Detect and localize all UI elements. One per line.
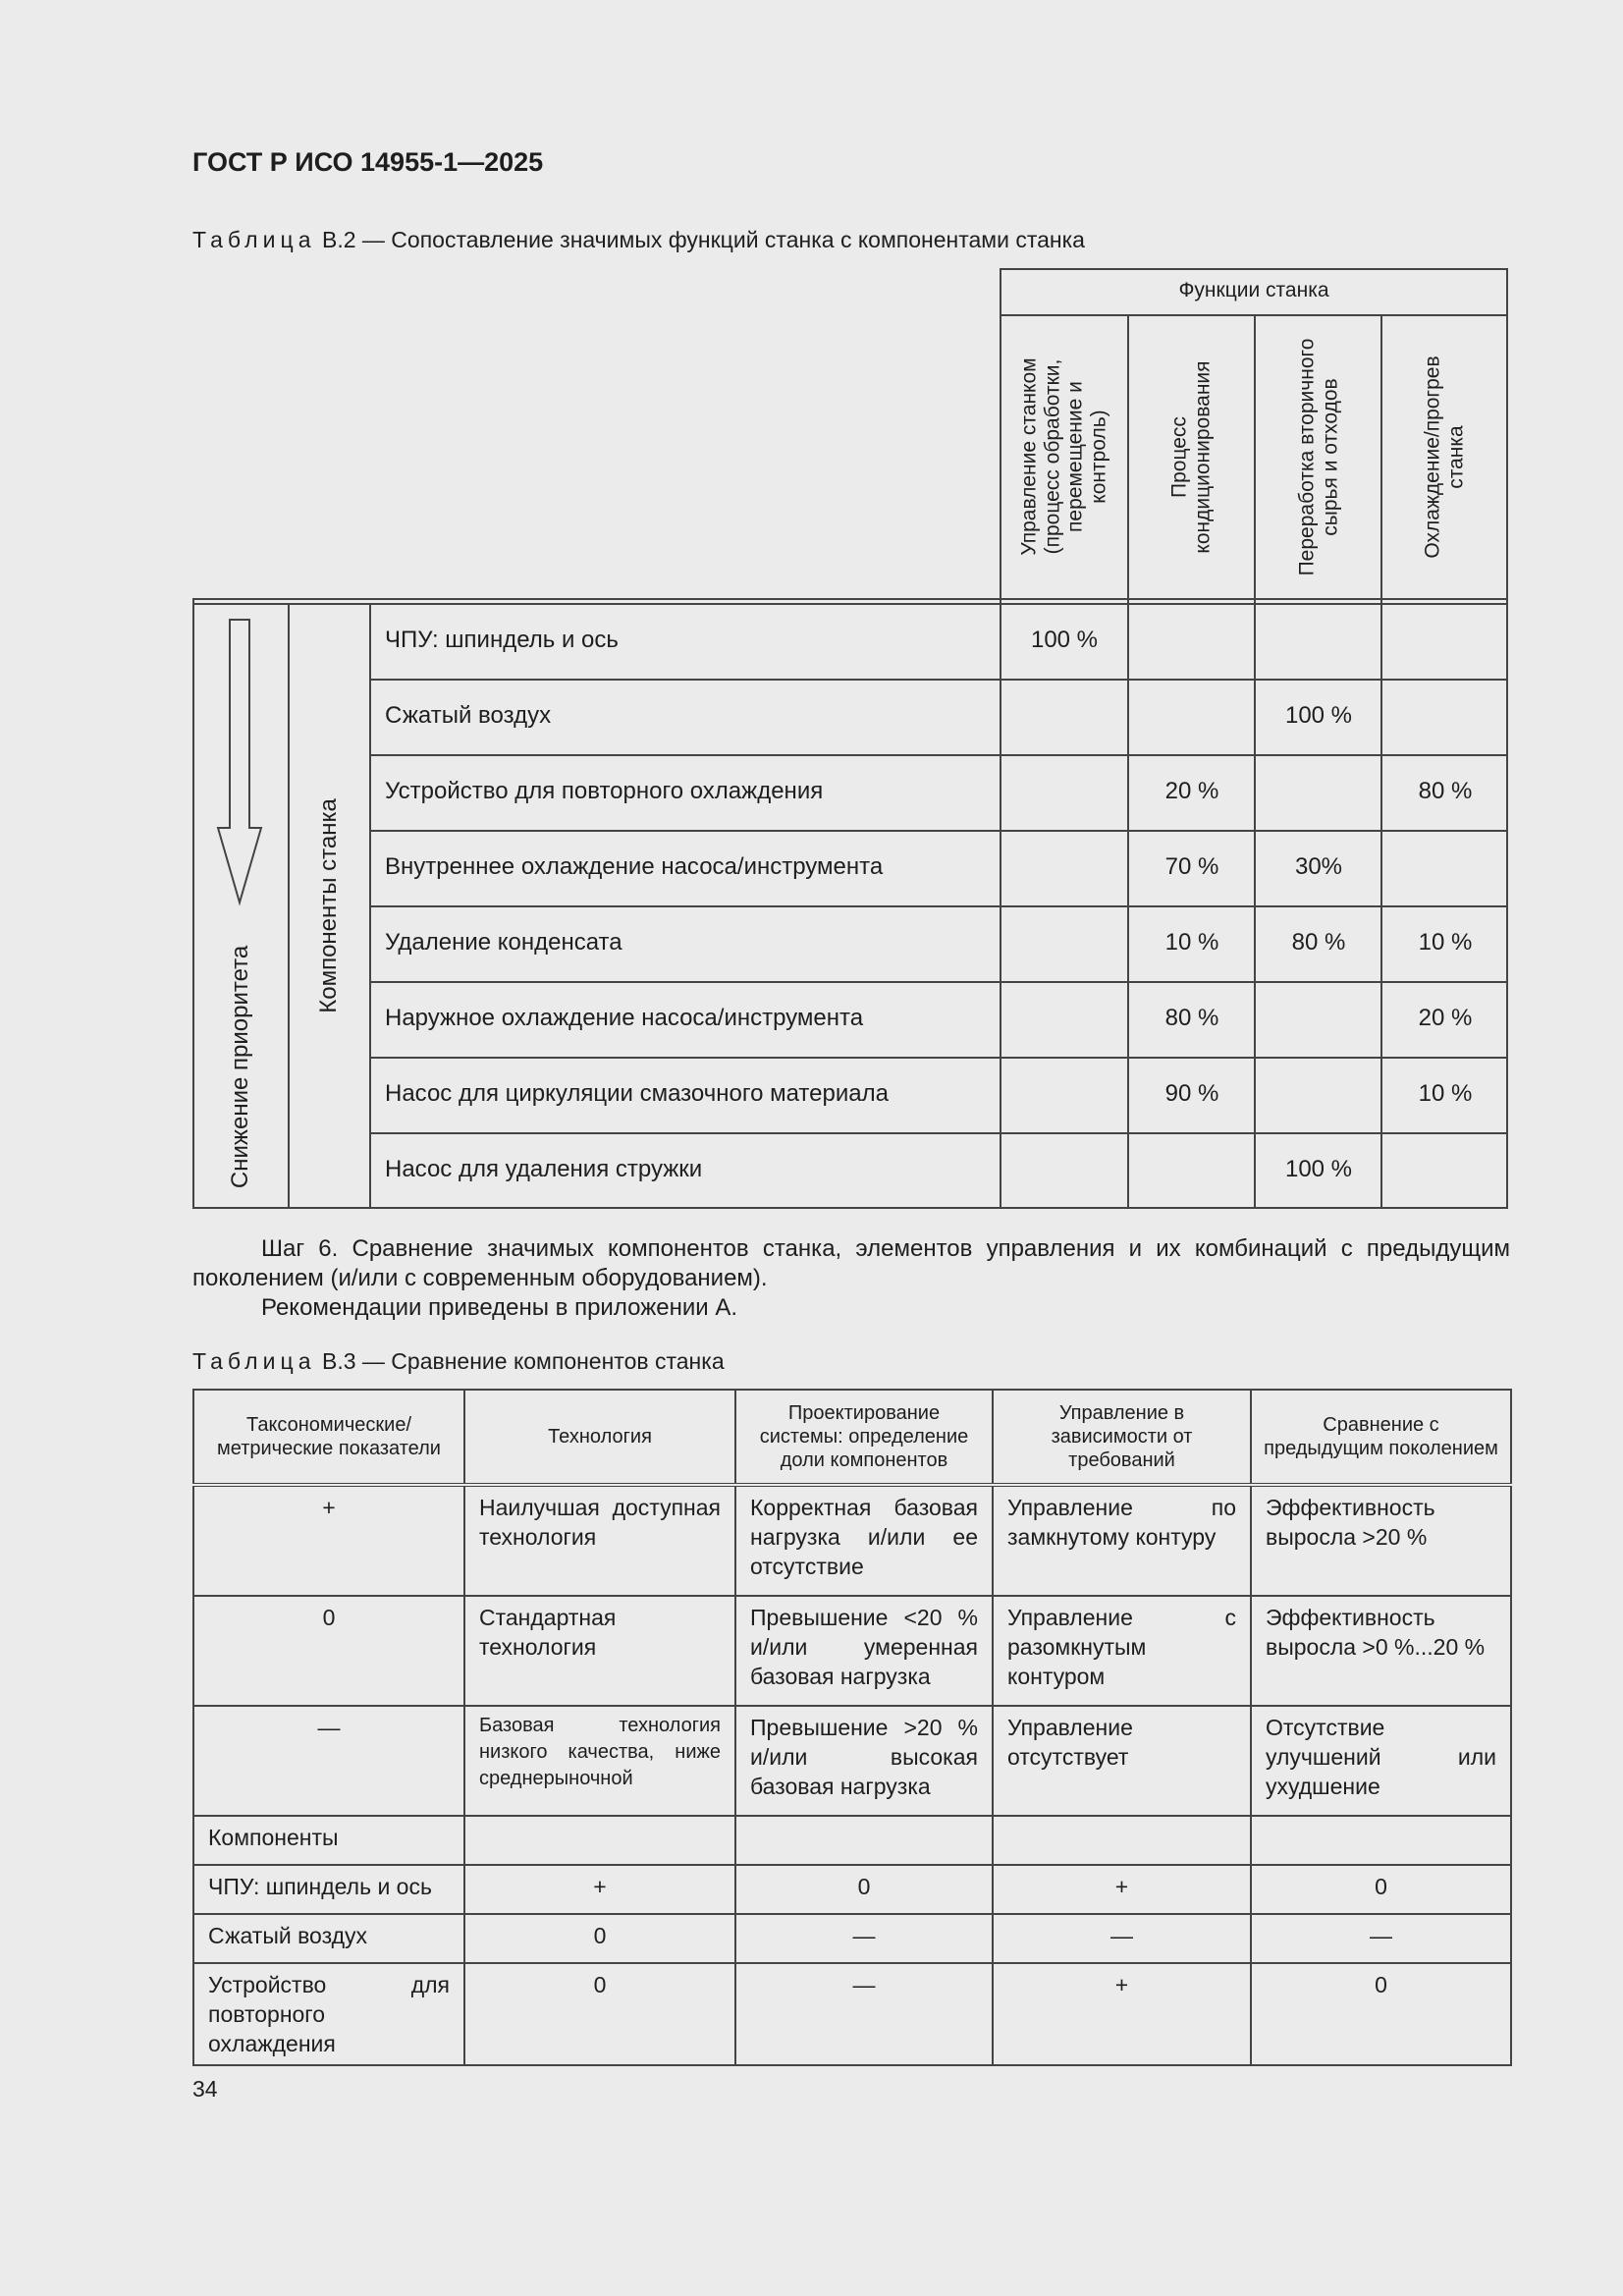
components-label: Компоненты (193, 1816, 464, 1865)
component-name: ЧПУ: шпиндель и ось (385, 627, 619, 653)
share-value: 100 % (1030, 627, 1099, 653)
table-row (193, 1963, 1511, 2065)
share-value: 10 % (1418, 1080, 1473, 1107)
column-header: Управление станком (процесс обработки, перемещение и контроль) (1017, 357, 1110, 557)
component-rating: + (464, 1865, 735, 1914)
rating-symbol: + (193, 1485, 464, 1596)
rating-cell: Корректная базовая нагрузка и/или ее отсутствие (735, 1485, 993, 1596)
share-value: 10 % (1164, 929, 1219, 956)
column-header: Процесс кондиционирования (1167, 360, 1215, 554)
share-value: 90 % (1164, 1080, 1219, 1107)
recommendation-paragraph: Рекомендации приведены в приложении А. (261, 1294, 738, 1321)
table-b3 (192, 1389, 1512, 2066)
priority-label: Снижение приоритета (227, 945, 254, 1188)
rating-cell: Управление по замкнутому контуру (993, 1485, 1251, 1596)
rating-symbol: — (193, 1706, 464, 1816)
table-row (193, 1485, 1511, 1596)
table-row (193, 1914, 1511, 1963)
share-value: 30% (1294, 853, 1343, 880)
column-header: Проектирование системы: определение доли компонентов (735, 1390, 993, 1485)
rating-cell: Управление с разомкнутым контуром (993, 1596, 1251, 1706)
page-number: 34 (192, 2076, 218, 2102)
component-rating: 0 (464, 1963, 735, 2065)
document-id: ГОСТ Р ИСО 14955-1—2025 (192, 147, 544, 177)
rating-cell: Наилучшая доступная технология (464, 1485, 735, 1596)
component-rating: — (735, 1914, 993, 1963)
share-value: 20 % (1418, 1005, 1473, 1031)
rating-symbol: 0 (193, 1596, 464, 1706)
functions-group-header: Функции станка (1178, 279, 1329, 301)
component-name: Насос для циркуляции смазочного материала (385, 1080, 889, 1107)
share-value: 70 % (1164, 853, 1219, 880)
component-name: Сжатый воздух (385, 702, 552, 729)
share-value: 80 % (1164, 1005, 1219, 1031)
component-rating: 0 (735, 1865, 993, 1914)
table-row (193, 1596, 1511, 1706)
component-name: Насос для удаления стружки (385, 1156, 703, 1182)
rating-cell: Превышение <20 % и/или умеренная базовая нагрузка (735, 1596, 993, 1706)
share-value: 100 % (1284, 1156, 1353, 1182)
table-row (193, 1706, 1511, 1816)
rating-cell: Базовая технология низкого качества, ниже среднерыночной (464, 1706, 735, 1816)
share-value: 80 % (1418, 778, 1473, 804)
table-row (193, 1816, 1511, 1865)
component-rating: 0 (1251, 1963, 1511, 2065)
table-b2-caption: Таблица В.2 — Сопоставление значимых функций станка с компонентами станка (192, 227, 1085, 252)
table-b2 (192, 268, 1508, 1209)
table-row (193, 1865, 1511, 1914)
component-name: Удаление конденсата (385, 929, 622, 956)
component-rating: — (993, 1914, 1251, 1963)
rating-cell: Стандартная технология (464, 1596, 735, 1706)
step6-text (192, 1234, 1510, 1323)
rating-cell: Управление отсутствует (993, 1706, 1251, 1816)
rating-cell: Превышение >20 % и/или высокая базовая нагрузка (735, 1706, 993, 1816)
component-name: Наружное охлаждение насоса/инструмента (385, 1005, 864, 1031)
component-rating: — (1251, 1914, 1511, 1963)
column-header: Охлаждение/прогрев станка (1421, 355, 1468, 559)
column-header: Сравнение с предыдущим поколением (1251, 1390, 1511, 1485)
share-value: 80 % (1291, 929, 1346, 956)
rating-cell: Отсутствие улучшений или ухудшение (1251, 1706, 1511, 1816)
component-name: ЧПУ: шпиндель и ось (193, 1865, 464, 1914)
column-header: Технология (464, 1390, 735, 1485)
table-b3-caption: Таблица В.3 — Сравнение компонентов станка (192, 1348, 725, 1374)
arrow-down-icon (212, 618, 267, 912)
share-value: 100 % (1284, 702, 1353, 729)
share-value: 10 % (1418, 929, 1473, 956)
component-name: Устройство для повторного охлаждения (385, 778, 824, 804)
component-name: Внутреннее охлаждение насоса/инструмента (385, 853, 884, 880)
component-rating: — (735, 1963, 993, 2065)
component-name: Устройство для повторного охлаждения (193, 1963, 464, 2065)
component-rating: 0 (1251, 1865, 1511, 1914)
column-header: Управление в зависимости от требований (993, 1390, 1251, 1485)
column-header: Переработка вторичного сырья и отходов (1294, 338, 1341, 576)
step6-paragraph: Шаг 6. Сравнение значимых компонентов станка, элементов управления и их комбинаций с предыдущим поколением (и/или с современным оборудованием). (192, 1235, 1510, 1291)
component-rating: 0 (464, 1914, 735, 1963)
rating-cell: Эффективность выросла >0 %...20 % (1251, 1596, 1511, 1706)
component-rating: + (993, 1963, 1251, 2065)
component-name: Сжатый воздух (193, 1914, 464, 1963)
rating-cell: Эффективность выросла >20 % (1251, 1485, 1511, 1596)
column-header: Таксономические/метрические показатели (193, 1390, 464, 1485)
component-rating: + (993, 1865, 1251, 1914)
share-value: 20 % (1164, 778, 1219, 804)
components-label: Компоненты станка (315, 798, 343, 1013)
